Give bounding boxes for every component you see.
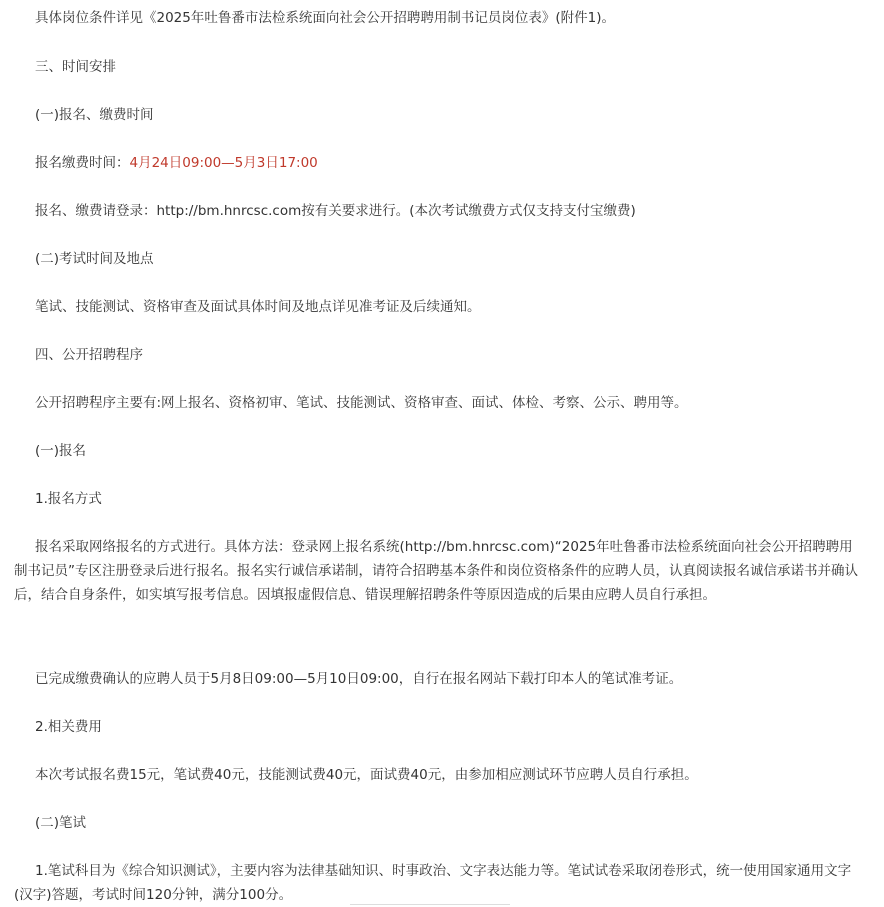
registration-time-label: 报名缴费时间： [35,155,130,171]
subheading-registration: (一)报名 [35,443,87,459]
subheading-fees: 2.相关费用 [35,719,102,735]
subheading-exam-time-location: (二)考试时间及地点 [35,251,154,267]
paragraph-written-exam-subject: 1.笔试科目为《综合知识测试》，主要内容为法律基础知识、时事政治、文字表达能力等。笔试试卷采取闭卷形式，统一使用国家通用文字(汉字)答题，考试时间120分钟，满分100分。 [14,863,852,903]
paragraph-registration-site: 报名、缴费请登录：http://bm.hnrcsc.com按有关要求进行。(本次考试缴费方式仅支持支付宝缴费) [35,203,636,219]
paragraph-admission-ticket: 已完成缴费确认的应聘人员于5月8日09:00—5月10日09:00，自行在报名网站下载打印本人的笔试准考证。 [35,671,683,687]
paragraph-procedure-steps: 公开招聘程序主要有:网上报名、资格初审、笔试、技能测试、资格审查、面试、体检、考察、公示、聘用等。 [35,395,688,411]
paragraph-fees: 本次考试报名费15元，笔试费40元，技能测试费40元，面试费40元，由参加相应测试环节应聘人员自行承担。 [35,767,698,783]
paragraph-registration-method: 报名采取网络报名的方式进行。具体方法：登录网上报名系统(http://bm.hnrcsc.com)“2025年吐鲁番市法检系统面向社会公开招聘聘用制书记员”专区注册登录后进行报名。报名实行诚信承诺制，请符合招聘基本条件和岗位资格条件的应聘人员，认真阅读报名诚信承诺书并确认后，结合自身条件，如实填写报考信息。因填报虚假信息、错误理解招聘条件等原因造成的后果由应聘人员自行承担。 [14,539,858,603]
subheading-written-exam: (二)笔试 [35,815,87,831]
subheading-registration-method: 1.报名方式 [35,491,102,507]
paragraph-registration-time [35,151,867,175]
section-heading-procedure: 四、公开招聘程序 [35,347,143,363]
registration-time-value: 4月24日09:00—5月3日17:00 [129,155,318,171]
subheading-registration-payment-time: (一)报名、缴费时间 [35,107,154,123]
section-heading-schedule: 三、时间安排 [35,59,116,75]
paragraph-position-table-note: 具体岗位条件详见《2025年吐鲁番市法检系统面向社会公开招聘聘用制书记员岗位表》(附件1)。 [35,10,615,26]
divider [350,904,510,905]
paragraph-exam-notice: 笔试、技能测试、资格审查及面试具体时间及地点详见准考证及后续通知。 [35,299,481,315]
